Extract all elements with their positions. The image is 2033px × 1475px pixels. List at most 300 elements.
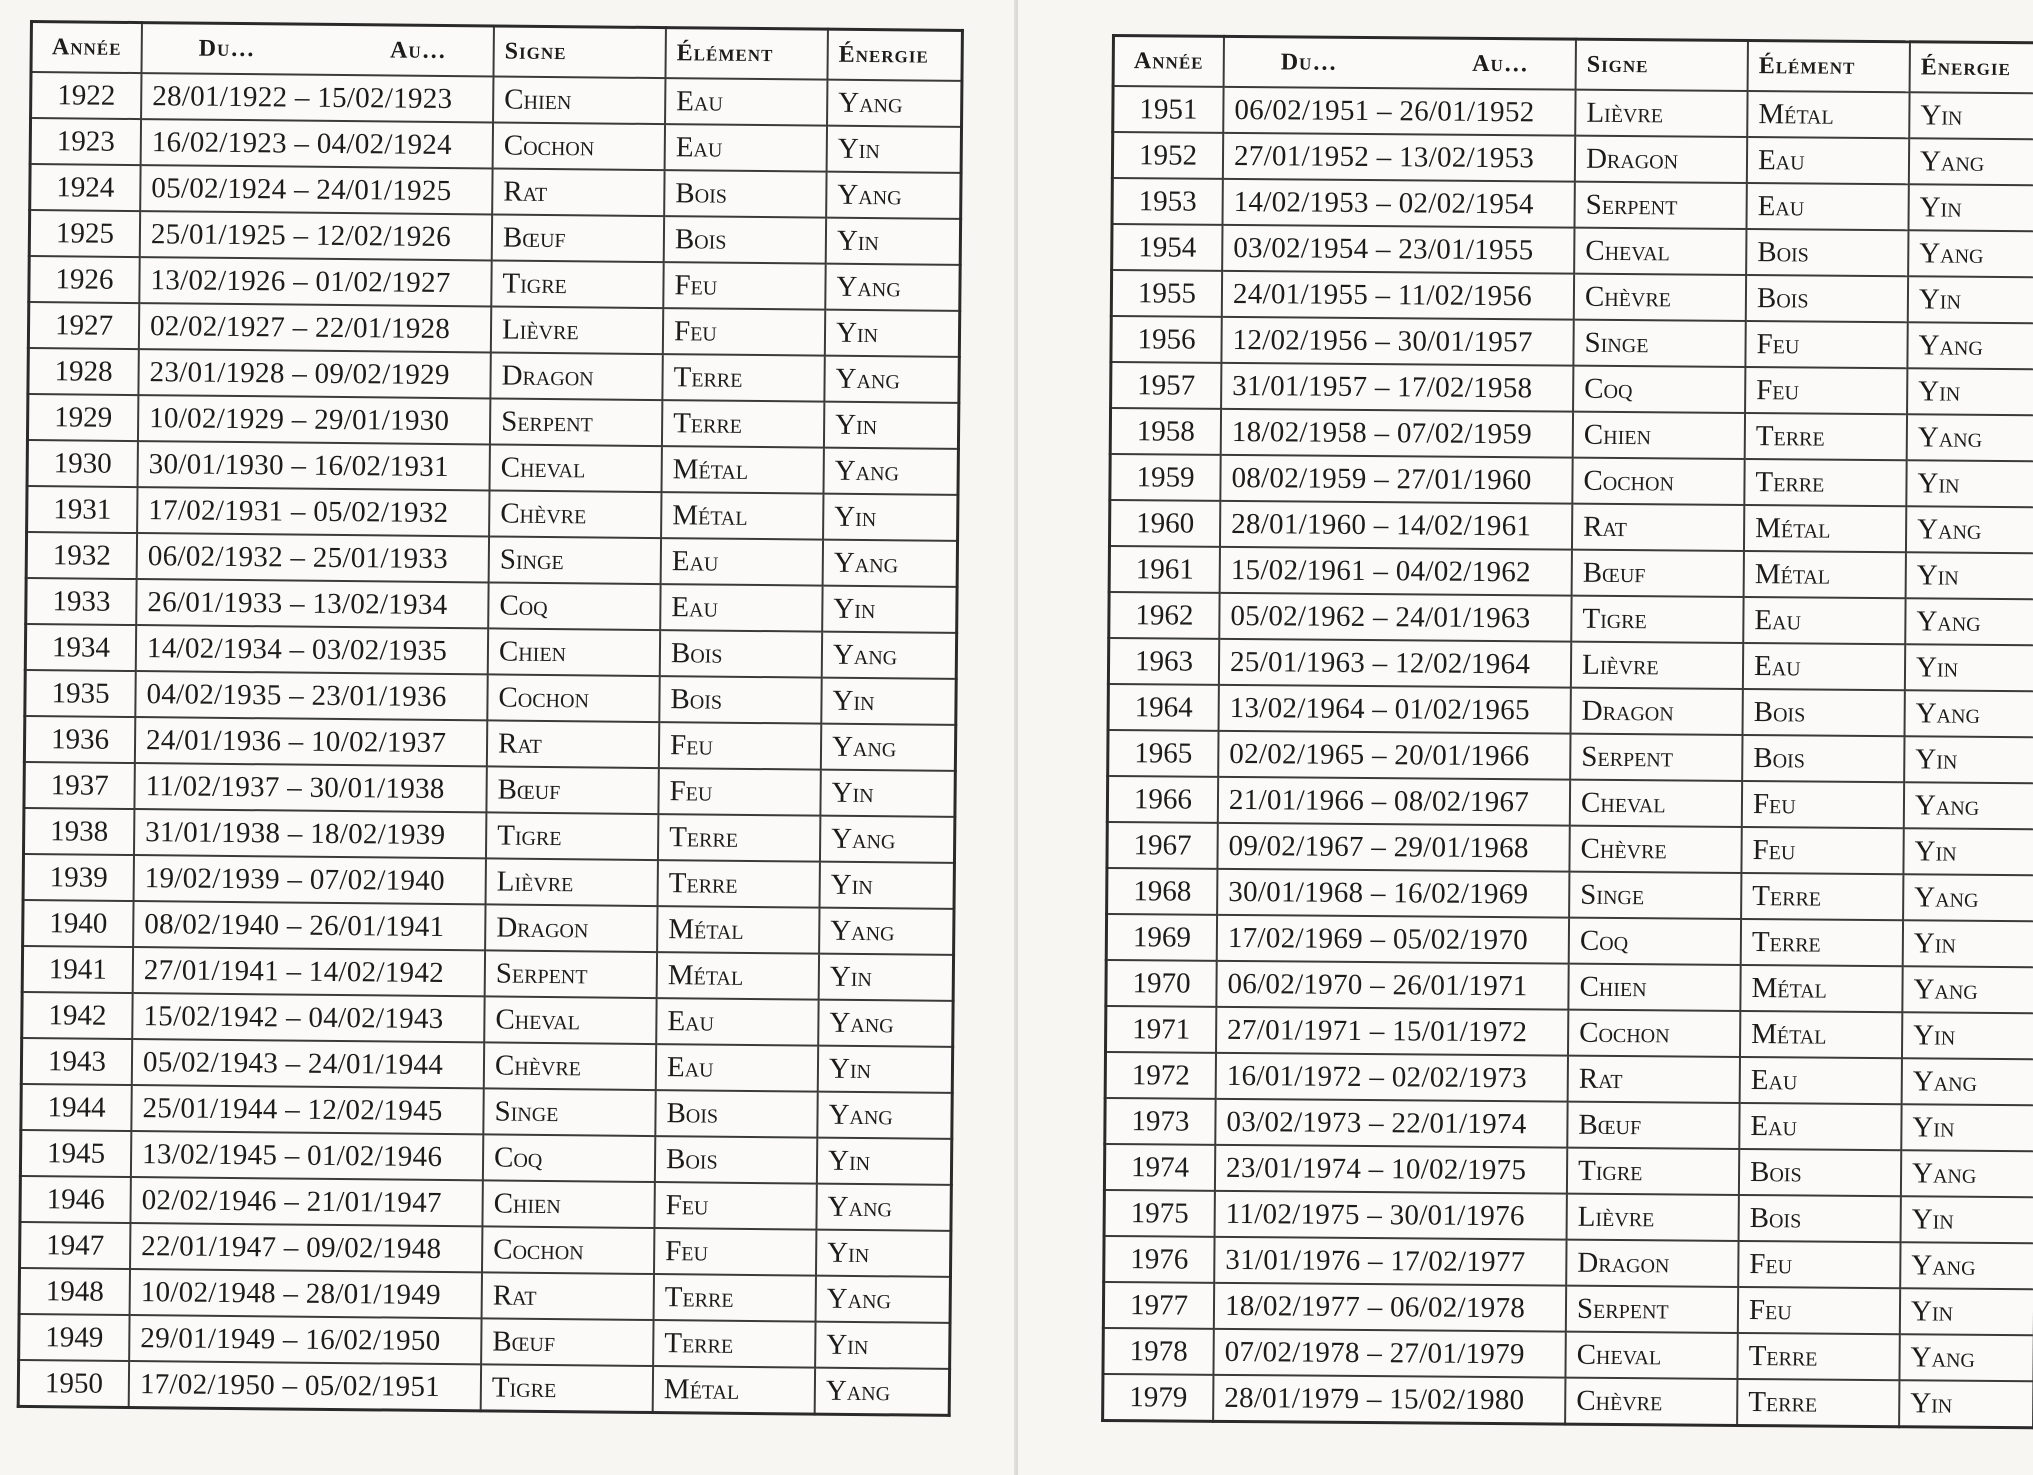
element-cell: Bois (664, 170, 826, 218)
element-cell: Feu (658, 768, 820, 816)
element-cell: Bois (1746, 229, 1908, 276)
table-row (1103, 1374, 2033, 1428)
table-row (1105, 1052, 2033, 1105)
table-row (1106, 960, 2033, 1013)
energy-cell: Yang (1900, 1242, 2033, 1289)
sign-cell: Dragon (490, 352, 662, 400)
energy-cell: Yin (1900, 1288, 2033, 1335)
table-row (1104, 1236, 2033, 1289)
energy-cell: Yang (1906, 506, 2033, 553)
sign-cell: Cheval (484, 996, 656, 1044)
table-row (1112, 178, 2033, 231)
year-cell: 1927 (28, 302, 139, 349)
year-cell: 1935 (25, 670, 136, 717)
energy-cell: Yin (1903, 828, 2033, 875)
header-sign: Signe (1576, 39, 1748, 91)
energy-cell: Yang (1909, 138, 2033, 185)
element-cell: Feu (659, 722, 821, 770)
energy-cell: Yin (1904, 736, 2033, 783)
energy-cell: Yin (820, 862, 955, 909)
year-cell: 1945 (20, 1130, 131, 1177)
element-cell: Feu (1745, 321, 1907, 368)
sign-cell: Chèvre (1565, 1378, 1737, 1426)
element-cell: Feu (663, 308, 825, 356)
table-row (1112, 224, 2033, 277)
energy-cell: Yin (816, 1230, 951, 1277)
energy-cell: Yin (817, 1138, 952, 1185)
period-cell: 24/01/1936 – 10/02/1937 (135, 717, 487, 766)
sign-cell: Rat (482, 1272, 654, 1320)
table-row (1109, 592, 2033, 645)
year-cell: 1970 (1106, 960, 1217, 1007)
energy-cell: Yin (822, 586, 957, 633)
element-cell: Métal (657, 906, 819, 954)
table-row (1104, 1144, 2033, 1197)
year-cell: 1951 (1113, 86, 1224, 133)
energy-cell: Yang (817, 1092, 952, 1139)
period-cell: 28/01/1979 – 15/02/1980 (1213, 1375, 1565, 1424)
energy-cell: Yin (1899, 1380, 2033, 1428)
energy-cell: Yang (1905, 598, 2033, 645)
element-cell: Métal (1740, 1011, 1902, 1058)
element-cell: Eau (1747, 137, 1909, 184)
energy-cell: Yin (1903, 920, 2033, 967)
sign-cell: Serpent (490, 398, 662, 446)
year-cell: 1937 (24, 762, 135, 809)
element-cell: Feu (1741, 827, 1903, 874)
table-row (1108, 638, 2033, 691)
element-cell: Feu (1738, 1287, 1900, 1334)
year-cell: 1979 (1103, 1374, 1214, 1421)
period-cell: 18/02/1958 – 07/02/1959 (1221, 409, 1573, 458)
energy-cell: Yin (1907, 368, 2033, 415)
period-cell: 27/01/1952 – 13/02/1953 (1223, 133, 1575, 182)
year-cell: 1943 (21, 1038, 132, 1085)
sign-cell: Tigre (486, 812, 658, 860)
period-cell: 26/01/1933 – 13/02/1934 (136, 579, 488, 628)
energy-cell: Yin (1908, 184, 2033, 231)
energy-cell: Yin (819, 954, 954, 1001)
sign-cell: Chien (1573, 412, 1745, 459)
energy-cell: Yang (1905, 690, 2033, 737)
energy-cell: Yang (816, 1184, 951, 1231)
sign-cell: Dragon (1575, 136, 1747, 183)
sign-cell: Cochon (487, 674, 659, 722)
period-cell: 25/01/1925 – 12/02/1926 (140, 211, 492, 260)
period-cell: 17/02/1950 – 05/02/1951 (129, 1361, 481, 1411)
energy-cell: Yin (1906, 552, 2033, 599)
element-cell: Terre (662, 400, 824, 448)
period-cell: 06/02/1932 – 25/01/1933 (137, 533, 489, 582)
energy-cell: Yang (1907, 322, 2033, 369)
sign-cell: Chèvre (489, 490, 661, 538)
year-cell: 1925 (29, 210, 140, 257)
energy-cell: Yang (1901, 1150, 2033, 1197)
table-row (1108, 684, 2033, 737)
table-row (1106, 914, 2033, 967)
sign-cell: Lièvre (1567, 1194, 1739, 1241)
period-cell: 03/02/1954 – 23/01/1955 (1222, 225, 1574, 274)
year-cell: 1942 (22, 992, 133, 1039)
table-body-left (18, 72, 962, 1415)
element-cell: Bois (655, 1090, 817, 1138)
table-row (1105, 1098, 2033, 1151)
element-cell: Bois (659, 676, 821, 724)
year-cell: 1946 (20, 1176, 131, 1223)
table-row (1111, 316, 2033, 369)
table-row (1107, 776, 2033, 829)
energy-cell: Yang (1903, 874, 2033, 921)
year-cell: 1953 (1112, 178, 1223, 225)
energy-cell: Yang (1908, 230, 2033, 277)
year-cell: 1969 (1106, 914, 1217, 961)
element-cell: Bois (655, 1136, 817, 1184)
period-cell: 10/02/1929 – 29/01/1930 (138, 395, 490, 444)
header-energy: Énergie (827, 29, 962, 81)
table-row (18, 1360, 949, 1415)
energy-cell: Yang (1907, 414, 2033, 461)
year-cell: 1933 (26, 578, 137, 625)
period-cell: 16/02/1923 – 04/02/1924 (141, 119, 493, 168)
year-cell: 1976 (1104, 1236, 1215, 1283)
element-cell: Métal (1744, 505, 1906, 552)
period-cell: 15/02/1961 – 04/02/1962 (1220, 547, 1572, 596)
sign-cell: Cochon (482, 1226, 654, 1274)
period-cell: 09/02/1967 – 29/01/1968 (1217, 823, 1569, 872)
year-cell: 1931 (27, 486, 138, 533)
element-cell: Terre (653, 1320, 815, 1368)
element-cell: Eau (665, 78, 827, 126)
year-cell: 1971 (1106, 1006, 1217, 1053)
energy-cell: Yin (1908, 276, 2033, 323)
header-energy: Énergie (1910, 42, 2033, 94)
year-cell: 1930 (27, 440, 138, 487)
element-cell: Terre (1741, 873, 1903, 920)
sign-cell: Serpent (1574, 182, 1746, 229)
energy-cell: Yin (827, 126, 962, 173)
header-year: Année (1113, 36, 1224, 87)
period-cell: 19/02/1939 – 07/02/1940 (134, 855, 486, 904)
element-cell: Feu (1742, 781, 1904, 828)
energy-cell: Yin (820, 770, 955, 817)
period-cell: 17/02/1969 – 05/02/1970 (1217, 915, 1569, 964)
sign-cell: Coq (488, 582, 660, 630)
table-row (1104, 1190, 2033, 1243)
sign-cell: Singe (1573, 320, 1745, 367)
energy-cell: Yang (818, 1000, 953, 1047)
energy-cell: Yang (816, 1276, 951, 1323)
sign-cell: Cheval (1574, 228, 1746, 275)
energy-cell: Yin (1909, 92, 2033, 139)
energy-cell: Yang (1902, 1058, 2033, 1105)
energy-cell: Yang (823, 448, 958, 495)
element-cell: Bois (1739, 1195, 1901, 1242)
element-cell: Feu (1745, 367, 1907, 414)
period-cell: 04/02/1935 – 23/01/1936 (135, 671, 487, 720)
sign-cell: Lièvre (486, 858, 658, 906)
year-cell: 1964 (1108, 684, 1219, 731)
element-cell: Bois (1743, 689, 1905, 736)
sign-cell: Singe (1569, 872, 1741, 919)
table-header (1113, 36, 2033, 94)
period-cell: 27/01/1941 – 14/02/1942 (133, 947, 485, 996)
year-cell: 1968 (1107, 868, 1218, 915)
period-cell: 11/02/1937 – 30/01/1938 (134, 763, 486, 812)
period-cell: 02/02/1946 – 21/01/1947 (130, 1177, 482, 1226)
energy-cell: Yang (821, 724, 956, 771)
period-cell: 25/01/1963 – 12/02/1964 (1219, 639, 1571, 688)
energy-cell: Yang (826, 172, 961, 219)
element-cell: Métal (653, 1366, 815, 1414)
energy-cell: Yang (827, 80, 962, 127)
sign-cell: Serpent (1566, 1286, 1738, 1333)
table-row (1103, 1328, 2033, 1381)
year-cell: 1965 (1108, 730, 1219, 777)
sign-cell: Chien (488, 628, 660, 676)
sign-cell: Coq (1573, 366, 1745, 413)
period-cell: 25/01/1944 – 12/02/1945 (131, 1085, 483, 1134)
element-cell: Métal (1747, 91, 1909, 138)
energy-cell: Yin (825, 310, 960, 357)
element-cell: Terre (658, 814, 820, 862)
element-cell: Feu (663, 262, 825, 310)
year-cell: 1961 (1109, 546, 1220, 593)
sign-cell: Tigre (1567, 1148, 1739, 1195)
sign-cell: Rat (487, 720, 659, 768)
year-cell: 1924 (30, 164, 141, 211)
table-body-right (1103, 86, 2033, 1428)
energy-cell: Yin (823, 494, 958, 541)
year-cell: 1941 (22, 946, 133, 993)
element-cell: Métal (661, 446, 823, 494)
header-to: Au… (1472, 50, 1529, 77)
energy-cell: Yin (824, 402, 959, 449)
sign-cell: Cochon (1572, 458, 1744, 505)
period-cell: 03/02/1973 – 22/01/1974 (1215, 1099, 1567, 1148)
table-header (31, 22, 962, 81)
table-row (1109, 546, 2033, 599)
sign-cell: Chien (482, 1180, 654, 1228)
sign-cell: Serpent (485, 950, 657, 998)
year-cell: 1923 (30, 118, 141, 165)
header-to: Au… (389, 36, 447, 64)
header-from: Du… (198, 35, 256, 62)
period-cell: 22/01/1947 – 09/02/1948 (130, 1223, 482, 1272)
sign-cell: Rat (492, 168, 664, 216)
year-cell: 1978 (1103, 1328, 1214, 1375)
sign-cell: Coq (483, 1134, 655, 1182)
energy-cell: Yang (819, 908, 954, 955)
period-cell: 31/01/1938 – 18/02/1939 (134, 809, 486, 858)
year-cell: 1932 (26, 532, 137, 579)
energy-cell: Yin (1902, 1012, 2033, 1059)
period-cell: 23/01/1974 – 10/02/1975 (1215, 1145, 1567, 1194)
period-cell: 17/02/1931 – 05/02/1932 (137, 487, 489, 536)
header-row (31, 22, 962, 81)
sign-cell: Singe (489, 536, 661, 584)
element-cell: Terre (658, 860, 820, 908)
year-cell: 1959 (1110, 454, 1221, 501)
header-sign: Signe (493, 26, 665, 78)
sign-cell: Bœuf (1567, 1102, 1739, 1149)
energy-cell: Yang (820, 816, 955, 863)
header-period (1224, 36, 1576, 89)
period-cell: 16/01/1972 – 02/02/1973 (1216, 1053, 1568, 1102)
year-cell: 1960 (1109, 500, 1220, 547)
table-row (1112, 132, 2033, 185)
energy-cell: Yin (1901, 1196, 2033, 1243)
energy-cell: Yin (826, 218, 961, 265)
sign-cell: Lièvre (1571, 642, 1743, 689)
year-cell: 1939 (23, 854, 134, 901)
period-cell: 14/02/1953 – 02/02/1954 (1223, 179, 1575, 228)
period-cell: 05/02/1943 – 24/01/1944 (132, 1039, 484, 1088)
energy-cell: Yin (1905, 644, 2033, 691)
element-cell: Terre (1737, 1333, 1899, 1380)
period-cell: 18/02/1977 – 06/02/1978 (1214, 1283, 1566, 1332)
header-element: Élément (1748, 40, 1910, 92)
element-cell: Eau (656, 998, 818, 1046)
year-cell: 1958 (1110, 408, 1221, 455)
energy-cell: Yin (821, 678, 956, 725)
element-cell: Eau (665, 124, 827, 172)
year-cell: 1975 (1104, 1190, 1215, 1237)
period-cell: 27/01/1971 – 15/01/1972 (1216, 1007, 1568, 1056)
element-cell: Feu (654, 1182, 816, 1230)
period-cell: 02/02/1927 – 22/01/1928 (139, 303, 491, 352)
element-cell: Terre (1745, 413, 1907, 460)
period-cell: 02/02/1965 – 20/01/1966 (1218, 731, 1570, 780)
sign-cell: Dragon (1571, 688, 1743, 735)
table-row (1107, 868, 2033, 921)
sign-cell: Rat (1568, 1056, 1740, 1103)
sign-cell: Cheval (490, 444, 662, 492)
year-cell: 1940 (23, 900, 134, 947)
period-cell: 31/01/1976 – 17/02/1977 (1214, 1237, 1566, 1286)
sign-cell: Chien (1568, 964, 1740, 1011)
period-cell: 28/01/1922 – 15/02/1923 (141, 73, 493, 122)
sign-cell: Serpent (1570, 734, 1742, 781)
element-cell: Terre (1744, 459, 1906, 506)
element-cell: Eau (1740, 1057, 1902, 1104)
element-cell: Métal (657, 952, 819, 1000)
period-cell: 30/01/1930 – 16/02/1931 (138, 441, 490, 490)
table-row (1111, 270, 2033, 323)
energy-cell: Yin (1901, 1104, 2033, 1151)
sign-cell: Rat (1572, 504, 1744, 551)
header-row (1113, 36, 2033, 94)
sign-cell: Dragon (485, 904, 657, 952)
energy-cell: Yang (825, 264, 960, 311)
year-cell: 1973 (1105, 1098, 1216, 1145)
period-cell: 13/02/1964 – 01/02/1965 (1219, 685, 1571, 734)
energy-cell: Yin (815, 1322, 950, 1369)
element-cell: Métal (1740, 965, 1902, 1012)
sign-cell: Cheval (1565, 1332, 1737, 1379)
element-cell: Bois (660, 630, 822, 678)
year-cell: 1972 (1105, 1052, 1216, 1099)
table-row (1103, 1282, 2033, 1335)
sign-cell: Bœuf (492, 214, 664, 262)
year-cell: 1936 (24, 716, 135, 763)
year-cell: 1962 (1109, 592, 1220, 639)
period-cell: 05/02/1924 – 24/01/1925 (140, 165, 492, 214)
table-row (1109, 500, 2033, 553)
element-cell: Terre (1737, 1379, 1899, 1427)
period-cell: 06/02/1970 – 26/01/1971 (1216, 961, 1568, 1010)
energy-cell: Yang (1904, 782, 2033, 829)
period-cell: 08/02/1959 – 27/01/1960 (1220, 455, 1572, 504)
period-cell: 31/01/1957 – 17/02/1958 (1221, 363, 1573, 412)
period-cell: 21/01/1966 – 08/02/1967 (1218, 777, 1570, 826)
element-cell: Eau (1743, 643, 1905, 690)
period-cell: 28/01/1960 – 14/02/1961 (1220, 501, 1572, 550)
element-cell: Bois (1746, 275, 1908, 322)
table-row (1110, 408, 2033, 461)
sign-cell: Chèvre (1569, 826, 1741, 873)
year-cell: 1922 (31, 72, 142, 119)
energy-cell: Yin (1906, 460, 2033, 507)
period-cell: 10/02/1948 – 28/01/1949 (130, 1269, 482, 1318)
period-cell: 23/01/1928 – 09/02/1929 (138, 349, 490, 398)
period-cell: 14/02/1934 – 03/02/1935 (136, 625, 488, 674)
table-row (1111, 362, 2033, 415)
element-cell: Terre (654, 1274, 816, 1322)
year-cell: 1974 (1104, 1144, 1215, 1191)
element-cell: Eau (656, 1044, 818, 1092)
period-cell: 06/02/1951 – 26/01/1952 (1223, 87, 1575, 136)
element-cell: Métal (1744, 551, 1906, 598)
sign-cell: Bœuf (481, 1318, 653, 1366)
element-cell: Eau (660, 584, 822, 632)
sign-cell: Bœuf (486, 766, 658, 814)
year-cell: 1929 (27, 394, 138, 441)
year-cell: 1948 (19, 1268, 130, 1315)
table-row (1106, 1006, 2033, 1059)
period-cell: 05/02/1962 – 24/01/1963 (1219, 593, 1571, 642)
year-cell: 1949 (19, 1314, 130, 1361)
year-cell: 1955 (1111, 270, 1222, 317)
period-cell: 12/02/1956 – 30/01/1957 (1221, 317, 1573, 366)
energy-cell: Yang (1899, 1334, 2033, 1381)
sign-cell: Chèvre (484, 1042, 656, 1090)
element-cell: Bois (664, 216, 826, 264)
year-cell: 1956 (1111, 316, 1222, 363)
energy-cell: Yang (815, 1368, 950, 1416)
header-year: Année (31, 22, 142, 74)
header-from: Du… (1280, 48, 1338, 76)
energy-cell: Yin (818, 1046, 953, 1093)
zodiac-table-right (1101, 34, 2033, 1429)
table-row (1113, 86, 2033, 139)
element-cell: Terre (662, 354, 824, 402)
year-cell: 1950 (18, 1360, 129, 1408)
element-cell: Feu (1738, 1241, 1900, 1288)
sign-cell: Lièvre (491, 306, 663, 354)
year-cell: 1947 (20, 1222, 131, 1269)
energy-cell: Yang (823, 540, 958, 587)
sign-cell: Chèvre (1574, 274, 1746, 321)
sign-cell: Tigre (491, 260, 663, 308)
sign-cell: Singe (483, 1088, 655, 1136)
period-cell: 24/01/1955 – 11/02/1956 (1222, 271, 1574, 320)
element-cell: Eau (661, 538, 823, 586)
header-period (141, 23, 493, 77)
energy-cell: Yang (1902, 966, 2033, 1013)
year-cell: 1966 (1107, 776, 1218, 823)
element-cell: Terre (1741, 919, 1903, 966)
sign-cell: Coq (1569, 918, 1741, 965)
